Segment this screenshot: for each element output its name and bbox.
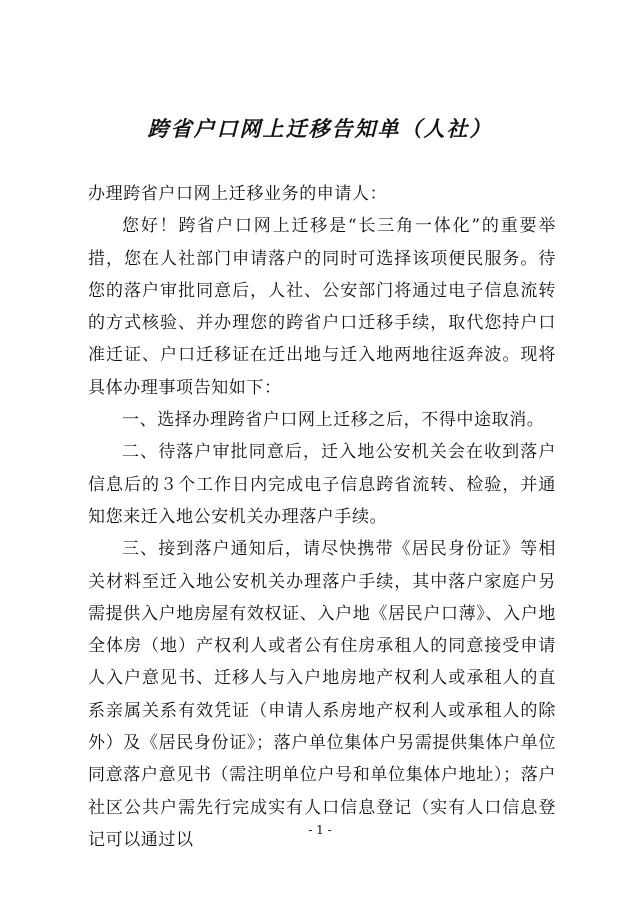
paragraph-item-2: 二、待落户审批同意后，迁入地公安机关会在收到落户信息后的３个工作日内完成电子信息跨省流转、检验，并通知您来迁入地公安机关办理落户手续。 [88, 442, 556, 527]
paragraph-item-3: 三、接到落户通知后，请尽快携带《居民身份证》等相关材料至迁入地公安机关办理落户手续，其中落户家庭户另需提供入户地房屋有效权证、入户地《居民户口薄》、入户地全体房（地）产权利人或者公有住房承租人的同意接受申请人入户意见书、迁移人与入户地房地产权利人或承租人的直系亲属关系有效凭证（申请人系房地产权利人或承租人的除外）及《居民身份证》；落户单位集体户另需提供集体户单位同意落户意见书（需注明单位户号和单位集体户地址）；落户社区公共户需先行完成实有人口信息登记（实有人口信息登记可以通过以 [88, 539, 556, 850]
document-title: 跨省户口网上迁移告知单（人社） [147, 116, 493, 141]
page-number: - 1 - [308, 823, 332, 837]
salutation: 办理跨省户口网上迁移业务的申请人： [88, 184, 388, 204]
paragraph-item-1: 一、选择办理跨省户口网上迁移之后，不得中途取消。 [122, 410, 545, 431]
document-body [88, 178, 556, 856]
paragraph-greeting: 您好！跨省户口网上迁移是“长三角一体化”的重要举措，您在人社部门申请落户的同时可选择该项便民服务。待您的落户审批同意后，人社、公安部门将通过电子信息流转的方式核验、并办理您的跨省户口迁移手续，取代您持户口准迁证、户口迁移证在迁出地与迁入地两地往返奔波。现将具体办理事项告知如下： [88, 216, 556, 398]
